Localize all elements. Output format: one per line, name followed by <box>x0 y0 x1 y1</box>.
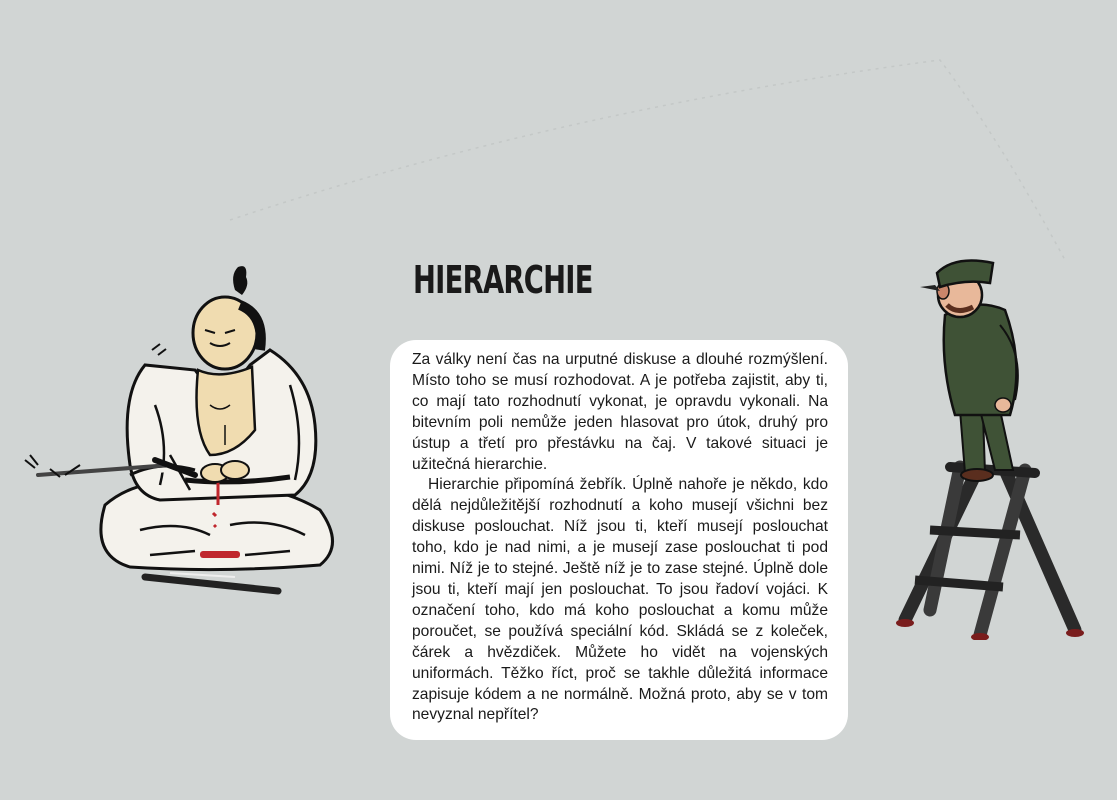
soldier-on-stepladder-illustration <box>885 235 1100 640</box>
samurai-illustration <box>20 255 350 600</box>
paragraph-1: Za války není čas na urputné diskuse a dlouhé rozmýšlení. Místo toho se musí rozhodovat. A je potřeba zajistit, aby ti, co mají tato rozhodnutí vykonat, je opravdu vykonali. Na bitevním poli nemůže jeden hlasovat pro útok, druhý pro ústup a třetí pro přestávku na čaj. V takové situaci je užitečná hierarchie. <box>412 351 828 473</box>
paragraph-2: Hierarchie připomíná žebřík. Úplně nahoře je někdo, kdo dělá nejdůležitější rozhodnutí a koho musejí všichni bez diskuse poslouchat. Níž jsou ti, kteří musejí poslouchat toho, kdo je nad nimi, a je musejí zase poslouchat ti pod nimi. Níž je to stejné. Ještě níž je to zase stejné. Úplně dole jsou ti, kteří mají jen poslouchat. To jsou řadoví vojáci. K označení toho, kdo má koho poslouchat a komu může poroučet, se používá speciální kód. Skládá se z koleček, čárek a hvězdiček. Můžete ho vidět na vojenských uniformách. Těžko říct, proč se takhle důležitá informace zapisuje kódem a ne normálně. Možná proto, aby se v tom nevyznal nepřítel? <box>412 476 828 724</box>
text-box <box>390 340 848 740</box>
page-title: HIERARCHIE <box>413 258 593 302</box>
